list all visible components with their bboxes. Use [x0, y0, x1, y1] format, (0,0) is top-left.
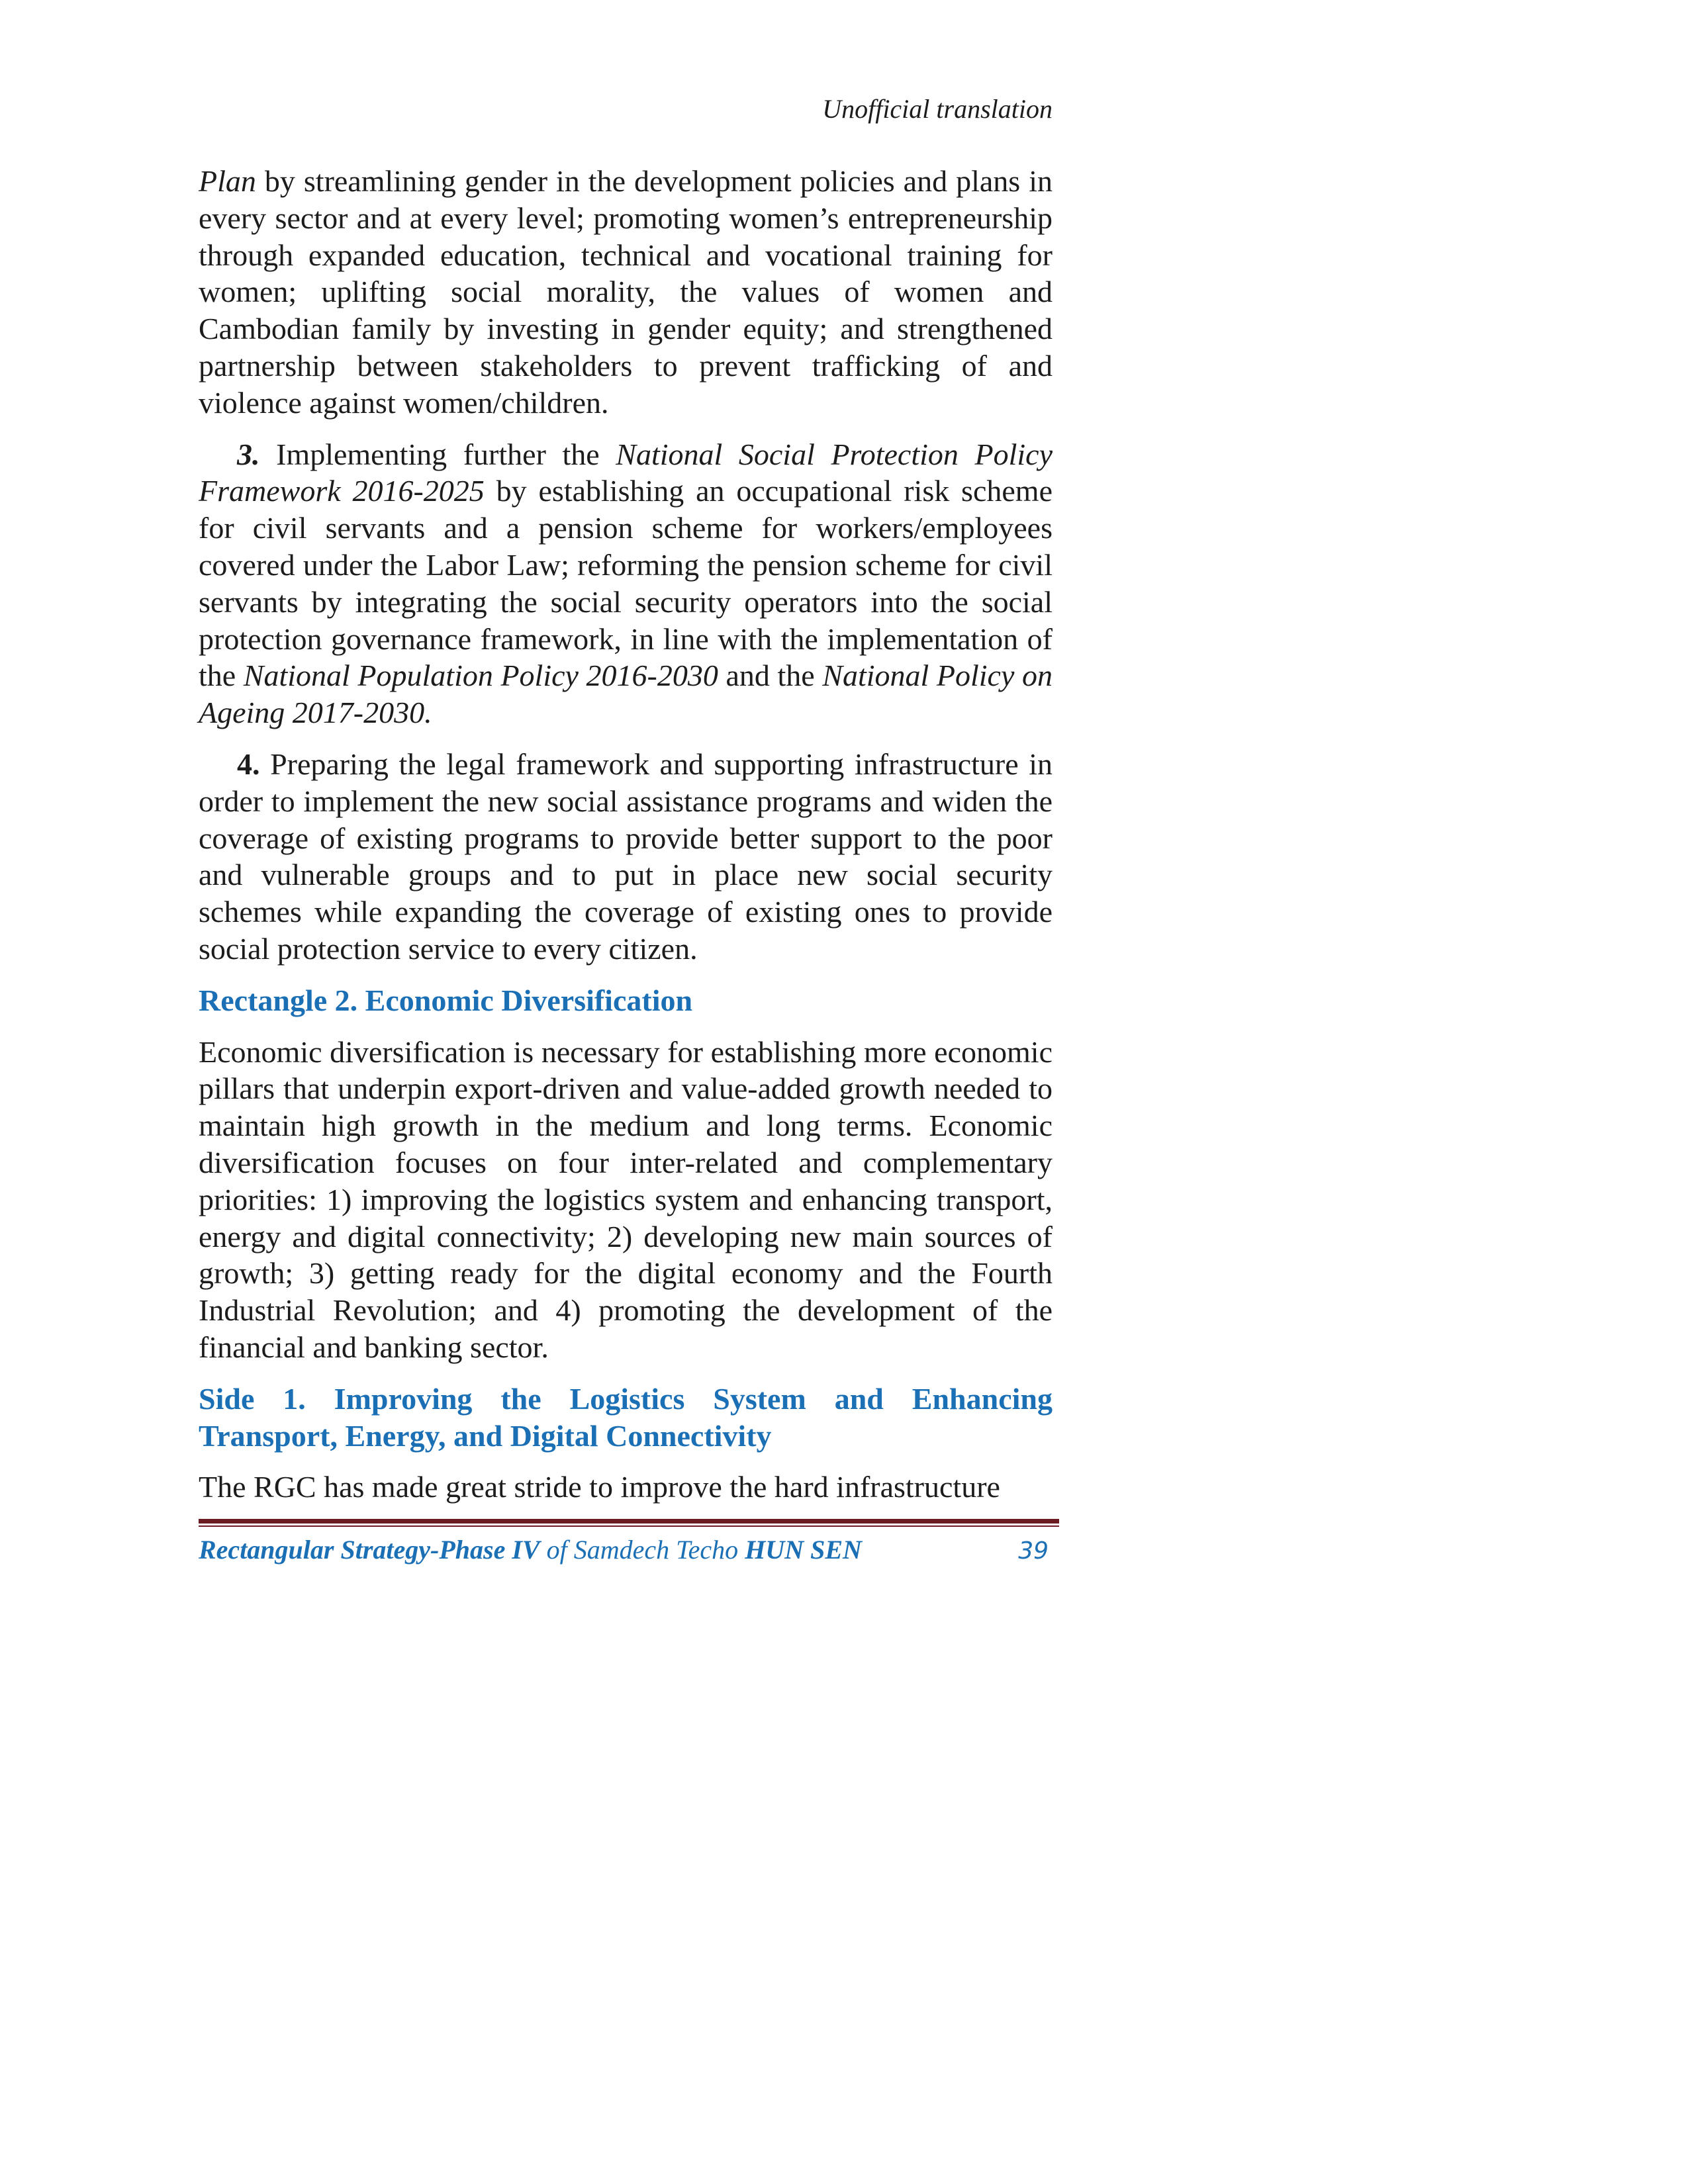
paragraph-text: Preparing the legal framework and supporting infrastructure in order to implement the new social assistance programs and widen the coverage of existing programs to provide better support to the poor and vulnerable groups and to put in place new social security schemes while expanding the coverage of existing ones to provide social protection service to every citizen. — [199, 747, 1053, 966]
paragraph-rgc-infrastructure: The RGC has made great stride to improve the hard infrastructure — [199, 1470, 1000, 1504]
paragraph-gender-plan — [199, 163, 1053, 422]
paragraph-economic-diversification: Economic diversification is necessary for establishing more economic pillars that underpin export-driven and value-added growth needed to maintain high growth in the medium and long terms. Economic diversification focuses on four inter-related and complementary priorities: 1) improving the logistics system and enhancing transport, energy and digital connectivity; 2) developing new main sources of growth; 3) getting ready for the digital economy and the Fourth Industrial Revolution; and 4) promoting the development of the financial and banking sector. — [199, 1034, 1053, 1364]
running-header: Unofficial translation — [822, 94, 1053, 124]
paragraph-text: by establishing an occupational risk scheme for civil servants and a pension scheme for workers/employees covered under the Labor Law; reforming the pension scheme for civil servants by integrating the social security operators into the social protection governance framework, in line with the implementation of the — [199, 474, 1053, 693]
footer-title-name: HUN SEN — [745, 1535, 862, 1565]
footer-divider-thin — [199, 1525, 1059, 1527]
footer-title-strategy: Rectangular Strategy-Phase IV — [199, 1535, 540, 1565]
footer-divider — [199, 1519, 1059, 1528]
document-page — [199, 93, 1053, 1568]
paragraph-item-3 — [199, 436, 1053, 731]
italic-term: National Policy on Ageing 2017-2030. — [199, 659, 1053, 730]
italic-term: Plan — [199, 164, 256, 198]
footer-divider-thick — [199, 1519, 1059, 1524]
paragraph-text: by streamlining gender in the development policies and plans in every sector and at every level; promoting women’s entrepreneurship through expanded education, technical and vocational training for women; uplifting social morality, the values of women and Cambodian family by investing in gender equity; and strengthened partnership between stakeholders to prevent trafficking of and violence against women/children. — [199, 164, 1053, 420]
italic-term: National Population Policy 2016-2030 — [243, 659, 718, 693]
item-number: 4. — [237, 747, 260, 781]
italic-term: National Social Protection Policy Framework 2016-2025 — [199, 437, 1053, 508]
section-heading-rectangle-2: Rectangle 2. Economic Diversification — [199, 983, 693, 1017]
page-number: 39 — [1018, 1537, 1049, 1565]
footer-title — [199, 1533, 862, 1567]
paragraph-text: and the — [718, 659, 823, 693]
section-heading-side-1: Side 1. Improving the Logistics System and Enhancing Transport, Energy, and Digital Connectivity — [199, 1381, 1053, 1453]
page-footer — [199, 1533, 1053, 1568]
footer-title-of: of Samdech Techo — [539, 1535, 745, 1565]
paragraph-item-4 — [199, 746, 1053, 968]
paragraph-text: Implementing further the — [259, 437, 616, 471]
item-number: 3. — [237, 437, 260, 471]
